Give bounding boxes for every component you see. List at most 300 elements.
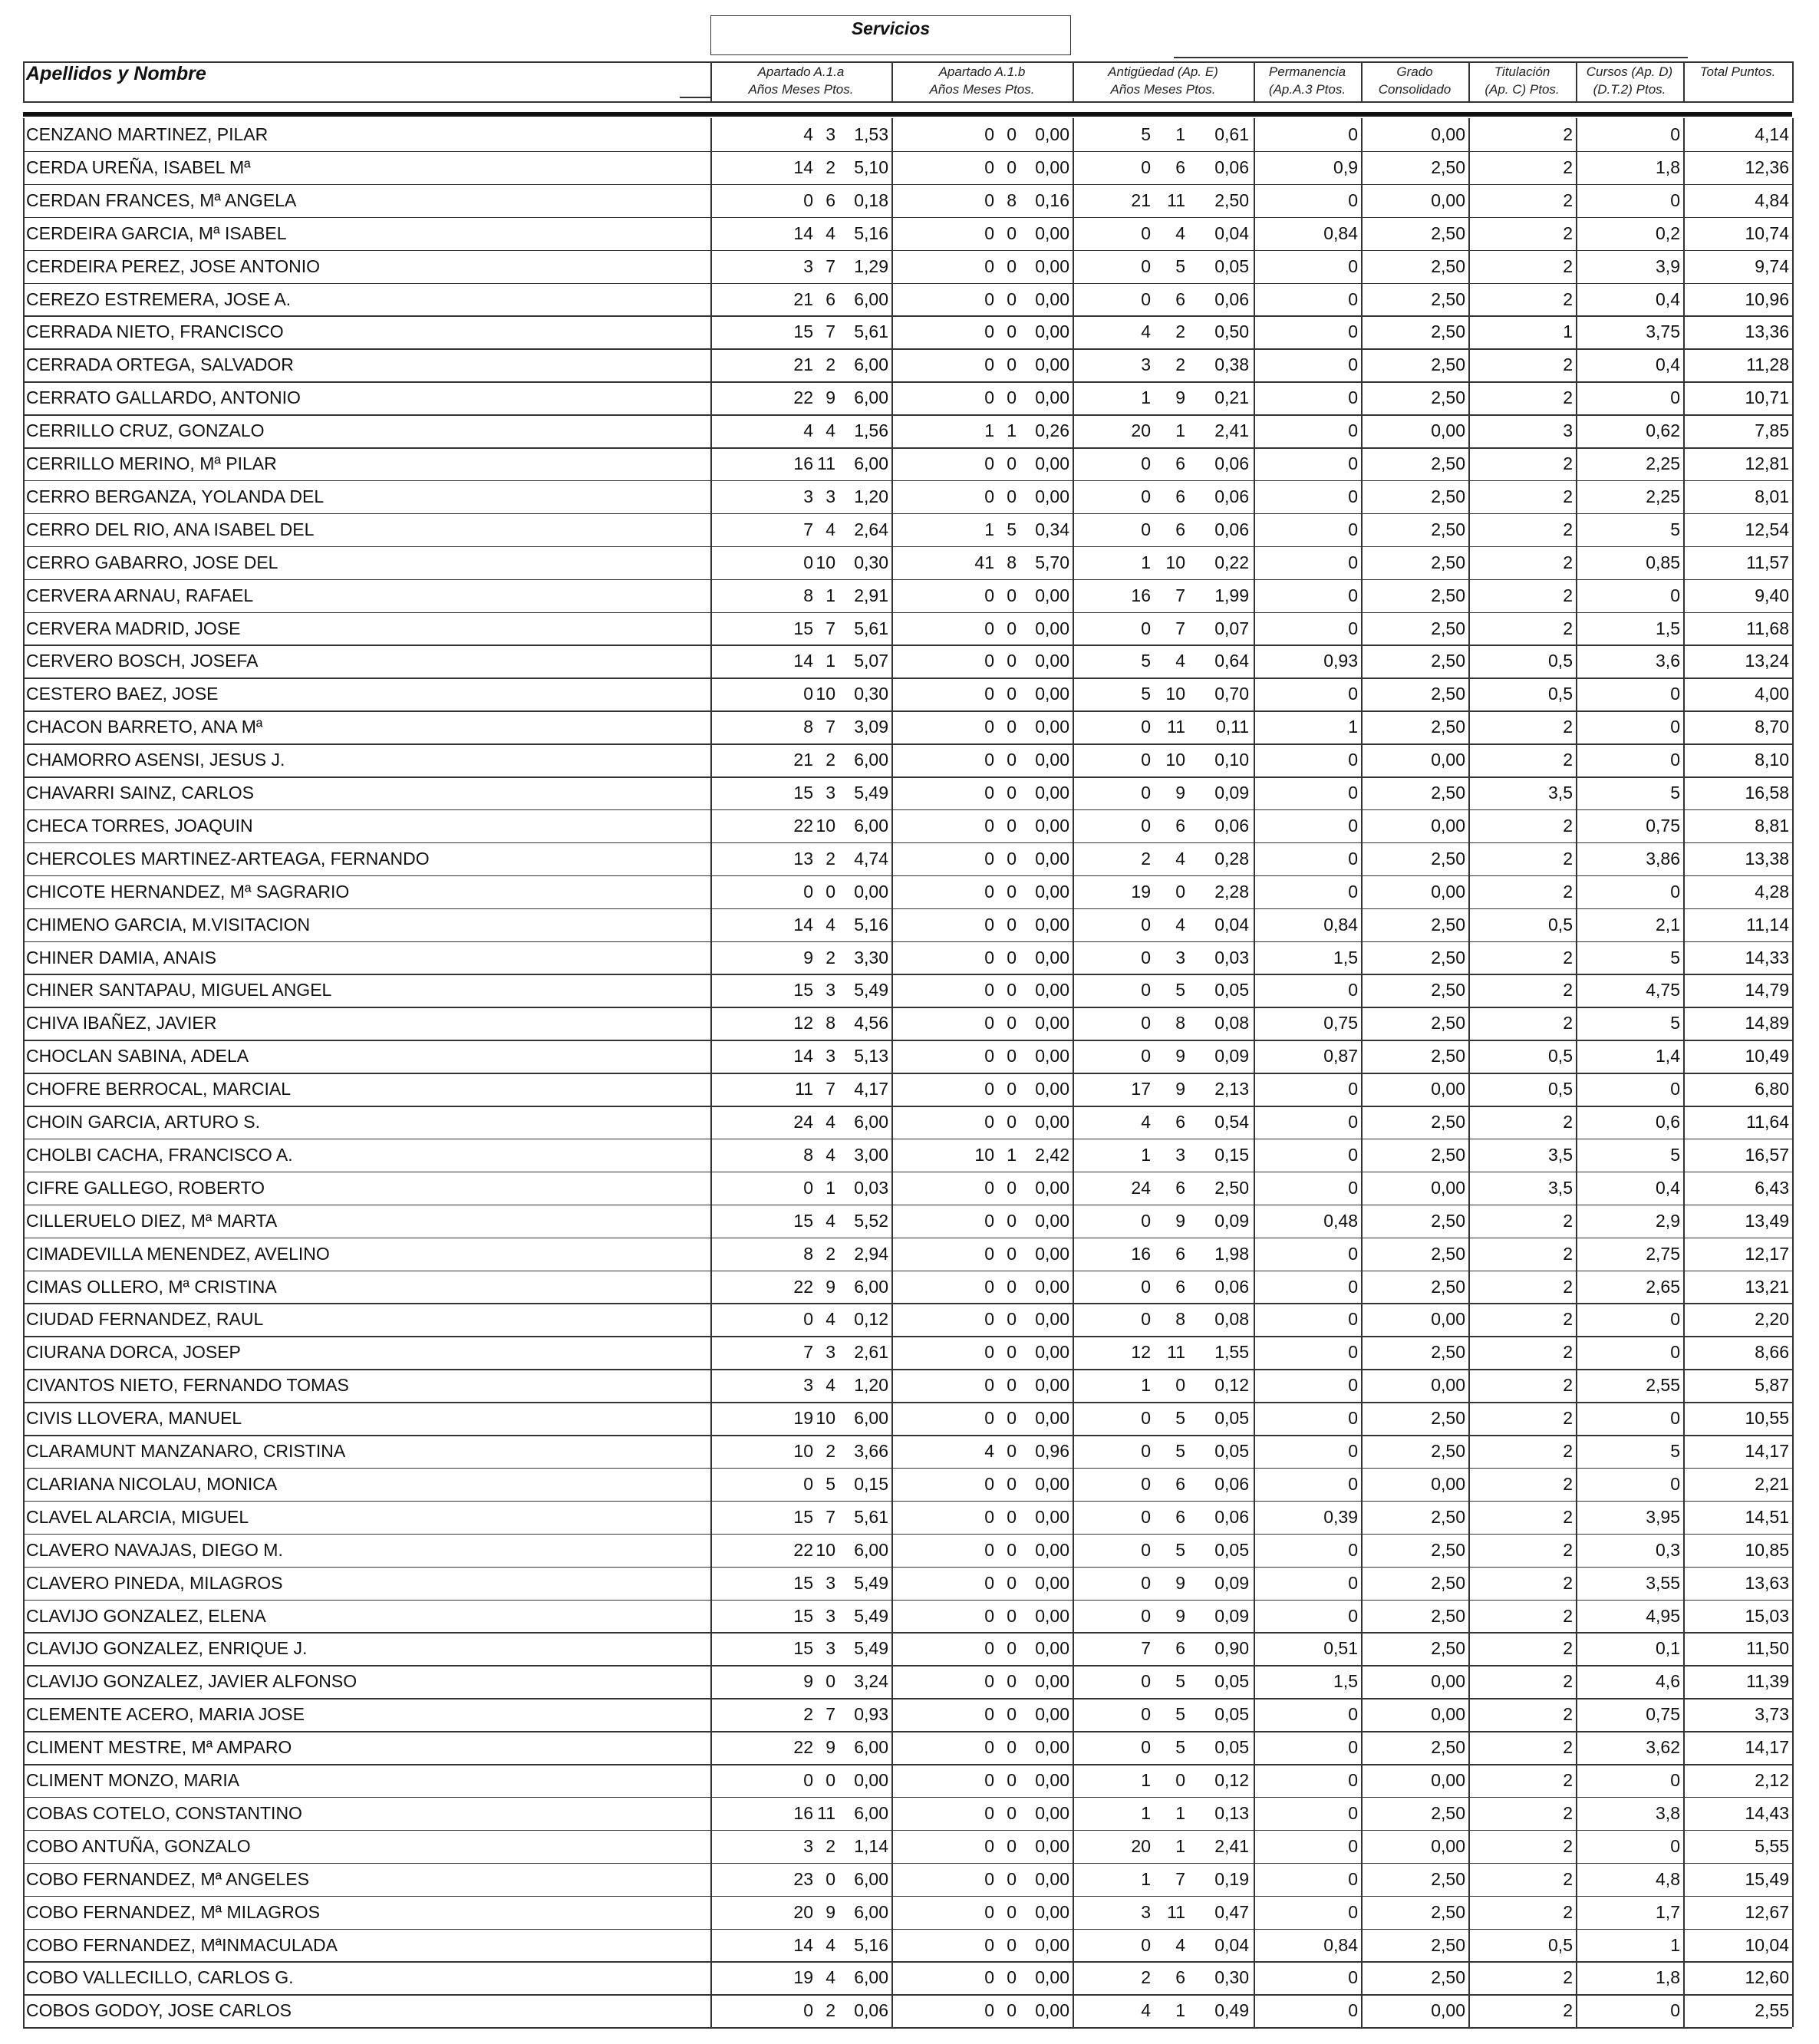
ant-meses-cell: 0: [1175, 1770, 1185, 1790]
ant-anos-cell: 0: [1141, 157, 1151, 177]
ant-ptos-cell: 0,06: [1214, 519, 1249, 539]
a1a-anos-cell: 9: [803, 1671, 813, 1692]
ant-anos-cell: 0: [1141, 1506, 1151, 1527]
cursos-cell: 2,75: [1646, 1243, 1680, 1264]
ant-anos-cell: 0: [1141, 947, 1151, 968]
person-name: CIMADEVILLA MENENDEZ, AVELINO: [26, 1243, 330, 1264]
person-name: CHOCLAN SABINA, ADELA: [26, 1046, 249, 1067]
permanencia-cell: 0: [1348, 387, 1358, 408]
ant-meses-cell: 6: [1175, 1243, 1185, 1264]
a1b-anos-cell: 0: [984, 848, 994, 869]
ant-meses-cell: 9: [1175, 1046, 1185, 1067]
total-cell: 8,81: [1755, 815, 1789, 836]
ant-meses-cell: 5: [1175, 1441, 1185, 1461]
permanencia-cell: 0: [1348, 815, 1358, 836]
table-row: [23, 677, 1792, 710]
ant-anos-cell: 5: [1141, 651, 1151, 671]
ant-anos-cell: 0: [1141, 815, 1151, 836]
a1a-anos-cell: 0: [803, 1473, 813, 1494]
table-row: [23, 1896, 1792, 1929]
a1a-anos-cell: 3: [803, 1375, 813, 1396]
ant-anos-cell: 0: [1141, 618, 1151, 638]
a1b-ptos-cell: 0,00: [1035, 1276, 1069, 1297]
a1a-ptos-cell: 5,07: [854, 651, 888, 671]
permanencia-cell: 1: [1348, 717, 1358, 737]
cursos-cell: 0: [1670, 1079, 1680, 1099]
cursos-cell: 4,95: [1646, 1605, 1680, 1626]
a1b-meses-cell: 0: [1007, 684, 1017, 704]
a1a-ptos-cell: 6,00: [854, 1802, 888, 1823]
total-cell: 13,49: [1745, 1210, 1789, 1231]
ant-anos-cell: 1: [1141, 1375, 1151, 1396]
cursos-cell: 1,8: [1656, 1967, 1680, 1988]
ant-anos-cell: 0: [1141, 1441, 1151, 1461]
person-name: CERVERO BOSCH, JOSEFA: [26, 651, 259, 671]
a1a-anos-cell: 19: [793, 1967, 813, 1988]
a1a-meses-cell: 6: [825, 190, 835, 210]
person-name: CHAVARRI SAINZ, CARLOS: [26, 783, 254, 803]
a1a-meses-cell: 3: [825, 124, 835, 144]
column-divider: [1792, 118, 1794, 2027]
grado-cell: 2,50: [1431, 1210, 1465, 1231]
ant-ptos-cell: 0,49: [1214, 2000, 1249, 2021]
table-row: [23, 1172, 1792, 1205]
ant-meses-cell: 6: [1175, 486, 1185, 506]
person-name: CHAMORRO ASENSI, JESUS J.: [26, 750, 285, 770]
a1b-anos-cell: 0: [984, 1046, 994, 1067]
a1b-anos-cell: 0: [984, 387, 994, 408]
ant-anos-cell: 0: [1141, 1934, 1151, 1955]
total-cell: 8,66: [1755, 1342, 1789, 1363]
a1a-ptos-cell: 6,00: [854, 1967, 888, 1988]
ant-meses-cell: 6: [1175, 1112, 1185, 1132]
permanencia-cell: 0: [1348, 848, 1358, 869]
a1a-ptos-cell: 5,49: [854, 1605, 888, 1626]
total-cell: 2,55: [1755, 2000, 1789, 2021]
a1b-ptos-cell: 0,00: [1035, 1605, 1069, 1626]
a1b-meses-cell: 0: [1007, 1638, 1017, 1659]
ant-meses-cell: 5: [1175, 256, 1185, 276]
a1b-meses-cell: 0: [1007, 1079, 1017, 1099]
a1b-meses-cell: 8: [1007, 552, 1017, 572]
titulacion-cell: 2: [1563, 288, 1573, 309]
cursos-cell: 0: [1670, 1473, 1680, 1494]
a1a-anos-cell: 24: [793, 1112, 813, 1132]
ant-anos-cell: 0: [1141, 717, 1151, 737]
a1b-anos-cell: 0: [984, 717, 994, 737]
total-cell: 6,43: [1755, 1177, 1789, 1198]
a1b-anos-cell: 0: [984, 124, 994, 144]
table-row: [23, 1303, 1792, 1336]
cursos-cell: 3,75: [1646, 321, 1680, 342]
ant-ptos-cell: 1,55: [1214, 1342, 1249, 1363]
permanencia-cell: 0: [1348, 1441, 1358, 1461]
permanencia-cell: 0: [1348, 881, 1358, 902]
a1b-meses-cell: 0: [1007, 1342, 1017, 1363]
a1b-meses-cell: 0: [1007, 1671, 1017, 1692]
a1b-anos-cell: 0: [984, 881, 994, 902]
ant-ptos-cell: 0,05: [1214, 1539, 1249, 1560]
titulacion-cell: 2: [1563, 1375, 1573, 1396]
ant-meses-cell: 2: [1175, 354, 1185, 375]
a1b-ptos-cell: 0,00: [1035, 585, 1069, 605]
a1a-ptos-cell: 6,00: [854, 1868, 888, 1889]
header-bottom-rule: [23, 101, 1792, 103]
cursos-cell: 0,6: [1656, 1112, 1680, 1132]
ant-anos-cell: 7: [1141, 1638, 1151, 1659]
cursos-cell: 0: [1670, 717, 1680, 737]
a1a-anos-cell: 15: [793, 321, 813, 342]
ant-meses-cell: 6: [1175, 1506, 1185, 1527]
total-cell: 4,00: [1755, 684, 1789, 704]
a1b-meses-cell: 0: [1007, 124, 1017, 144]
table-row: [23, 1238, 1792, 1271]
a1b-meses-cell: 0: [1007, 1210, 1017, 1231]
a1b-anos-cell: 0: [984, 618, 994, 638]
cursos-cell: 1,7: [1656, 1901, 1680, 1922]
ant-meses-cell: 9: [1175, 1079, 1185, 1099]
permanencia-cell: 0: [1348, 1770, 1358, 1790]
ant-meses-cell: 9: [1175, 1572, 1185, 1593]
a1b-meses-cell: 5: [1007, 519, 1017, 539]
ant-ptos-cell: 0,05: [1214, 1671, 1249, 1692]
ant-ptos-cell: 0,19: [1214, 1868, 1249, 1889]
ant-meses-cell: 1: [1175, 420, 1185, 441]
ant-ptos-cell: 1,98: [1214, 1243, 1249, 1264]
total-cell: 13,24: [1745, 651, 1789, 671]
table-row: [23, 612, 1792, 645]
header-divider: [1254, 61, 1255, 103]
a1b-ptos-cell: 5,70: [1035, 552, 1069, 572]
a1a-meses-cell: 2: [825, 2000, 835, 2021]
a1a-meses-cell: 4: [825, 1967, 835, 1988]
permanencia-cell: 1,5: [1333, 1671, 1358, 1692]
ant-meses-cell: 6: [1175, 157, 1185, 177]
permanencia-cell: 0: [1348, 1177, 1358, 1198]
a1a-anos-cell: 21: [793, 288, 813, 309]
a1b-anos-cell: 0: [984, 1934, 994, 1955]
a1b-ptos-cell: 0,00: [1035, 914, 1069, 935]
ant-anos-cell: 0: [1141, 914, 1151, 935]
titulacion-cell: 2: [1563, 750, 1573, 770]
table-row: [23, 941, 1792, 974]
a1a-anos-cell: 22: [793, 1737, 813, 1758]
a1a-meses-cell: 4: [825, 1309, 835, 1330]
total-cell: 13,21: [1745, 1276, 1789, 1297]
header-divider: [1361, 61, 1363, 103]
grado-cell: 0,00: [1431, 750, 1465, 770]
person-name: CERRO BERGANZA, YOLANDA DEL: [26, 486, 325, 506]
a1b-ptos-cell: 0,00: [1035, 750, 1069, 770]
permanencia-cell: 0: [1348, 1737, 1358, 1758]
grado-cell: 2,50: [1431, 453, 1465, 473]
total-cell: 12,54: [1745, 519, 1789, 539]
person-name: CHOLBI CACHA, FRANCISCO A.: [26, 1144, 293, 1165]
total-cell: 14,33: [1745, 947, 1789, 968]
person-name: CHOFRE BERROCAL, MARCIAL: [26, 1079, 292, 1099]
titulacion-cell: 0,5: [1548, 651, 1573, 671]
table-row: [23, 710, 1792, 743]
a1a-ptos-cell: 4,56: [854, 1013, 888, 1034]
cursos-cell: 0: [1670, 1835, 1680, 1856]
ant-meses-cell: 5: [1175, 1704, 1185, 1725]
a1b-ptos-cell: 0,00: [1035, 1967, 1069, 1988]
header-top-rule: [23, 61, 1792, 63]
total-cell: 7,85: [1755, 420, 1789, 441]
total-cell: 12,36: [1745, 157, 1789, 177]
a1a-anos-cell: 10: [793, 1441, 813, 1461]
a1b-meses-cell: 0: [1007, 1177, 1017, 1198]
a1b-anos-cell: 0: [984, 1375, 994, 1396]
a1a-anos-cell: 7: [803, 1342, 813, 1363]
a1b-anos-cell: 0: [984, 750, 994, 770]
ant-ptos-cell: 0,12: [1214, 1770, 1249, 1790]
ant-anos-cell: 4: [1141, 1112, 1151, 1132]
a1a-meses-cell: 2: [825, 157, 835, 177]
cursos-cell: 3,6: [1656, 651, 1680, 671]
table-row: [23, 908, 1792, 941]
cursos-cell: 5: [1670, 947, 1680, 968]
cursos-cell: 2,9: [1656, 1210, 1680, 1231]
a1a-meses-cell: 3: [825, 486, 835, 506]
table-row: [23, 1830, 1792, 1863]
grado-cell: 2,50: [1431, 1408, 1465, 1429]
grado-cell: 2,50: [1431, 651, 1465, 671]
a1b-meses-cell: 0: [1007, 256, 1017, 276]
cursos-cell: 3,62: [1646, 1737, 1680, 1758]
ant-anos-cell: 5: [1141, 124, 1151, 144]
a1b-anos-cell: 0: [984, 1276, 994, 1297]
ant-ptos-cell: 0,22: [1214, 552, 1249, 572]
person-name: CEREZO ESTREMERA, JOSE A.: [26, 288, 292, 309]
person-name: CIFRE GALLEGO, ROBERTO: [26, 1177, 265, 1198]
a1b-meses-cell: 0: [1007, 1046, 1017, 1067]
ant-meses-cell: 6: [1175, 1276, 1185, 1297]
grado-cell: 2,50: [1431, 519, 1465, 539]
a1b-ptos-cell: 0,00: [1035, 1506, 1069, 1527]
a1b-ptos-cell: 0,00: [1035, 1934, 1069, 1955]
cursos-cell: 4,6: [1656, 1671, 1680, 1692]
table-row: [23, 1665, 1792, 1698]
a1a-anos-cell: 2: [803, 1704, 813, 1725]
permanencia-cell: 0: [1348, 486, 1358, 506]
a1a-meses-cell: 7: [825, 618, 835, 638]
grado-cell: 0,00: [1431, 1835, 1465, 1856]
a1a-anos-cell: 11: [795, 1079, 813, 1099]
ant-meses-cell: 6: [1175, 288, 1185, 309]
a1b-ptos-cell: 0,34: [1035, 519, 1069, 539]
cursos-cell: 5: [1670, 783, 1680, 803]
cursos-cell: 5: [1670, 1013, 1680, 1034]
permanencia-cell: 0: [1348, 321, 1358, 342]
titulacion-cell: 3,5: [1548, 1144, 1573, 1165]
grado-cell: 2,50: [1431, 1572, 1465, 1593]
ant-anos-cell: 20: [1131, 420, 1151, 441]
ant-meses-cell: 0: [1175, 881, 1185, 902]
a1b-anos-cell: 0: [984, 1704, 994, 1725]
total-cell: 5,87: [1755, 1375, 1789, 1396]
permanencia-cell: 0: [1348, 190, 1358, 210]
name-column-header: Apellidos y Nombre: [26, 63, 206, 84]
a1b-ptos-cell: 0,00: [1035, 947, 1069, 968]
table-row: [23, 250, 1792, 283]
a1a-meses-cell: 7: [825, 256, 835, 276]
person-name: CERRO GABARRO, JOSE DEL: [26, 552, 278, 572]
a1b-ptos-cell: 0,00: [1035, 783, 1069, 803]
person-name: CHIVA IBAÑEZ, JAVIER: [26, 1013, 217, 1034]
ant-anos-cell: 0: [1141, 486, 1151, 506]
a1a-meses-cell: 10: [816, 815, 835, 836]
table-row: [23, 1007, 1792, 1040]
a1a-meses-cell: 2: [825, 1441, 835, 1461]
person-name: CERVERA MADRID, JOSE: [26, 618, 241, 638]
a1a-anos-cell: 8: [803, 585, 813, 605]
permanencia-cell: 1,5: [1333, 947, 1358, 968]
table-row: [23, 1731, 1792, 1764]
table-row: [23, 1534, 1792, 1567]
a1b-ptos-cell: 0,00: [1035, 1342, 1069, 1363]
total-cell: 12,67: [1745, 1901, 1789, 1922]
a1b-meses-cell: 0: [1007, 848, 1017, 869]
person-name: CERDA UREÑA, ISABEL Mª: [26, 157, 251, 177]
titulacion-cell: 2: [1563, 1770, 1573, 1790]
a1a-anos-cell: 0: [803, 1770, 813, 1790]
grado-cell: 2,50: [1431, 684, 1465, 704]
a1a-ptos-cell: 5,49: [854, 783, 888, 803]
a1b-ptos-cell: 0,00: [1035, 1375, 1069, 1396]
a1a-anos-cell: 22: [793, 1539, 813, 1560]
grado-cell: 2,50: [1431, 288, 1465, 309]
a1a-ptos-cell: 1,53: [854, 124, 888, 144]
titulacion-cell: 2: [1563, 1408, 1573, 1429]
ant-ptos-cell: 0,06: [1214, 1473, 1249, 1494]
permanencia-cell: 0: [1348, 1835, 1358, 1856]
a1b-ptos-cell: 0,00: [1035, 881, 1069, 902]
ant-meses-cell: 10: [1165, 684, 1185, 704]
a1b-meses-cell: 8: [1007, 190, 1017, 210]
a1b-ptos-cell: 0,00: [1035, 1671, 1069, 1692]
a1b-meses-cell: 0: [1007, 1967, 1017, 1988]
table-row: [23, 381, 1792, 414]
ant-ptos-cell: 0,64: [1214, 651, 1249, 671]
total-cell: 11,68: [1746, 618, 1789, 638]
ant-anos-cell: 0: [1141, 256, 1151, 276]
total-cell: 10,74: [1745, 223, 1789, 243]
permanencia-cell: 0,48: [1323, 1210, 1358, 1231]
a1a-anos-cell: 15: [793, 1572, 813, 1593]
a1b-meses-cell: 0: [1007, 1112, 1017, 1132]
ant-meses-cell: 5: [1175, 1737, 1185, 1758]
a1a-meses-cell: 1: [825, 1177, 835, 1198]
ant-anos-cell: 0: [1141, 1210, 1151, 1231]
a1b-ptos-cell: 0,00: [1035, 1539, 1069, 1560]
a1a-anos-cell: 15: [793, 1605, 813, 1626]
total-cell: 13,36: [1745, 321, 1789, 342]
total-cell: 14,51: [1745, 1506, 1789, 1527]
permanencia-cell: 0: [1348, 2000, 1358, 2021]
a1a-ptos-cell: 6,00: [854, 1408, 888, 1429]
ant-meses-cell: 8: [1175, 1309, 1185, 1330]
a1b-meses-cell: 0: [1007, 387, 1017, 408]
ant-anos-cell: 0: [1141, 1539, 1151, 1560]
ant-ptos-cell: 0,06: [1214, 157, 1249, 177]
ant-meses-cell: 6: [1175, 453, 1185, 473]
permanencia-cell: 0: [1348, 1079, 1358, 1099]
titulacion-cell: 2: [1563, 1112, 1573, 1132]
a1a-ptos-cell: 5,61: [854, 1506, 888, 1527]
titulacion-cell: 2: [1563, 1210, 1573, 1231]
a1a-anos-cell: 15: [793, 1506, 813, 1527]
total-cell: 8,10: [1755, 750, 1789, 770]
titulacion-cell: 2: [1563, 1704, 1573, 1725]
a1a-anos-cell: 20: [793, 1901, 813, 1922]
ant-ptos-cell: 2,41: [1214, 1835, 1249, 1856]
permanencia-cell: 0: [1348, 1868, 1358, 1889]
a1b-ptos-cell: 0,00: [1035, 1737, 1069, 1758]
a1b-anos-cell: 1: [984, 420, 994, 441]
person-name: COBO ANTUÑA, GONZALO: [26, 1835, 251, 1856]
a1b-ptos-cell: 0,26: [1035, 420, 1069, 441]
a1b-meses-cell: 0: [1007, 717, 1017, 737]
cursos-cell: 0,85: [1646, 552, 1680, 572]
a1a-ptos-cell: 6,00: [854, 1112, 888, 1132]
person-name: CLARIANA NICOLAU, MONICA: [26, 1473, 278, 1494]
table-row: [23, 1600, 1792, 1633]
a1a-ptos-cell: 6,00: [854, 1276, 888, 1297]
grado-cell: 2,50: [1431, 1441, 1465, 1461]
ant-meses-cell: 4: [1175, 1934, 1185, 1955]
a1b-meses-cell: 0: [1007, 1506, 1017, 1527]
permanencia-cell: 0,84: [1323, 1934, 1358, 1955]
ant-ptos-cell: 0,05: [1214, 1441, 1249, 1461]
a1b-ptos-cell: 0,00: [1035, 1013, 1069, 1034]
a1b-ptos-cell: 0,00: [1035, 1079, 1069, 1099]
a1b-anos-cell: 4: [984, 1441, 994, 1461]
titulacion-cell: 2: [1563, 1539, 1573, 1560]
a1b-meses-cell: 0: [1007, 1408, 1017, 1429]
a1b-ptos-cell: 0,00: [1035, 1802, 1069, 1823]
permanencia-cell: 0: [1348, 124, 1358, 144]
header-rule: [680, 97, 710, 98]
a1a-ptos-cell: 4,74: [854, 848, 888, 869]
cursos-cell: 0: [1670, 387, 1680, 408]
ant-ptos-cell: 0,05: [1214, 1704, 1249, 1725]
permanencia-cell: 0: [1348, 420, 1358, 441]
ant-ptos-cell: 0,11: [1215, 717, 1249, 737]
permanencia-cell: 0: [1348, 1276, 1358, 1297]
a1b-meses-cell: 0: [1007, 2000, 1017, 2021]
ant-anos-cell: 4: [1141, 2000, 1151, 2021]
titulacion-cell: 2: [1563, 1506, 1573, 1527]
a1a-ptos-cell: 1,29: [854, 256, 888, 276]
a1b-anos-cell: 0: [984, 321, 994, 342]
cursos-cell: 0: [1670, 2000, 1680, 2021]
a1a-ptos-cell: 2,94: [854, 1243, 888, 1264]
a1a-ptos-cell: 0,06: [854, 2000, 888, 2021]
table-row: [23, 1961, 1792, 1994]
ant-anos-cell: 2: [1141, 1967, 1151, 1988]
a1b-anos-cell: 0: [984, 1473, 994, 1494]
grado-cell: 2,50: [1431, 223, 1465, 243]
grado-cell: 2,50: [1431, 1967, 1465, 1988]
a1a-meses-cell: 2: [825, 1243, 835, 1264]
permanencia-cell: 0: [1348, 1408, 1358, 1429]
a1a-anos-cell: 9: [803, 947, 813, 968]
a1a-ptos-cell: 5,49: [854, 1572, 888, 1593]
a1a-meses-cell: 0: [825, 1868, 835, 1889]
ant-anos-cell: 0: [1141, 1046, 1151, 1067]
a1a-ptos-cell: 0,00: [854, 1770, 888, 1790]
